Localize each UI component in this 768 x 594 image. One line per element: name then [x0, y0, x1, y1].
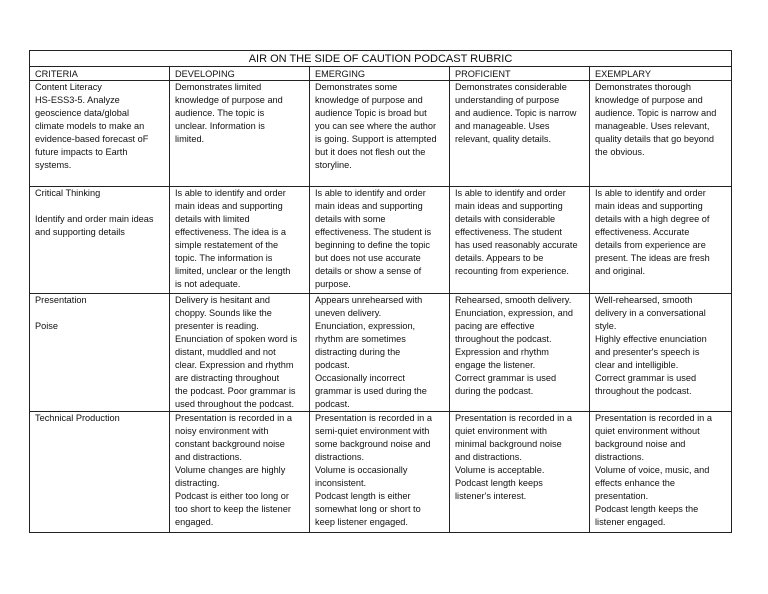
cell-text-line: storyline.: [315, 160, 352, 170]
cell-text-line: and audience. Topic is narrow: [455, 108, 577, 118]
cell-text-line: Expression and rhythm: [455, 347, 549, 357]
cell-text-line: Delivery is hesitant and: [175, 295, 270, 305]
header-exemplary: EXEMPLARY: [590, 67, 732, 81]
cell-text-line: Content Literacy: [35, 82, 102, 92]
cell-text-line: noisy environment with: [175, 426, 269, 436]
cell-text-line: main ideas and supporting: [595, 201, 703, 211]
cell-text-line: effectiveness. The student is: [315, 227, 432, 237]
cell-text-line: and manageable. Uses: [455, 121, 550, 131]
cell-text-line: pacing are effective: [455, 321, 535, 331]
cell-text-line: understanding of purpose: [455, 95, 560, 105]
cell-text-line: the podcast. Poor grammar is: [175, 386, 296, 396]
cell-text-line: and presenter's speech is: [595, 347, 700, 357]
cell-text-line: future impacts to Earth: [35, 147, 128, 157]
cell-text-line: recounting from experience.: [455, 266, 569, 276]
cell-text-line: podcast.: [315, 360, 350, 370]
cell-text-line: delivery in a conversational: [595, 308, 706, 318]
cell-text-line: keep listener engaged.: [315, 517, 408, 527]
cell-text-line: knowledge of purpose and: [595, 95, 703, 105]
cell-text-line: beginning to define the topic: [315, 240, 430, 250]
cell-text-line: but does not use accurate: [315, 253, 421, 263]
cell-text-line: too short to keep the listener: [175, 504, 291, 514]
cell-text-line: Is able to identify and order: [455, 188, 566, 198]
cell-text-line: semi-quiet environment with: [315, 426, 430, 436]
cell-text-line: Appears unrehearsed with: [315, 295, 423, 305]
cell-text-line: effectiveness. The student: [455, 227, 562, 237]
proficient-cell: [450, 81, 590, 187]
cell-text-line: listener engaged.: [595, 517, 666, 527]
criteria-cell: [30, 187, 170, 294]
cell-text-line: uneven delivery.: [315, 308, 382, 318]
cell-text-line: some background noise and: [315, 439, 431, 449]
emerging-cell: [310, 294, 450, 412]
exemplary-cell: [590, 412, 732, 533]
cell-text-line: Volume changes are highly: [175, 465, 286, 475]
exemplary-cell: [590, 187, 732, 294]
exemplary-cell: [590, 81, 732, 187]
cell-text-line: simple restatement of the: [175, 240, 279, 250]
cell-text-line: clear. Expression and rhythm: [175, 360, 294, 370]
cell-text-line: background noise and: [595, 439, 686, 449]
proficient-cell: [450, 187, 590, 294]
cell-text-line: Is able to identify and order: [595, 188, 706, 198]
cell-text-line: Presentation is recorded in a: [175, 413, 292, 423]
cell-text-line: main ideas and supporting: [455, 201, 563, 211]
criteria-cell: [30, 81, 170, 187]
cell-text-line: Poise: [35, 321, 58, 331]
cell-text-line: distracting during the: [315, 347, 401, 357]
table-row: [30, 294, 732, 412]
cell-text-line: choppy. Sounds like the: [175, 308, 272, 318]
cell-text-line: unclear. Information is: [175, 121, 265, 131]
cell-text-line: audience Topic is broad but: [315, 108, 427, 118]
cell-text-line: effects enhance the: [595, 478, 676, 488]
criteria-cell: [30, 294, 170, 412]
cell-text-line: Technical Production: [35, 413, 120, 423]
emerging-cell: [310, 81, 450, 187]
cell-text-line: audience. Topic is narrow and: [595, 108, 717, 118]
criteria-cell: [30, 412, 170, 533]
cell-text-line: Enunciation, expression, and: [455, 308, 573, 318]
cell-text-line: quiet environment without: [595, 426, 700, 436]
cell-text-line: purpose.: [315, 279, 351, 289]
cell-text-line: Presentation: [35, 295, 87, 305]
table-row: [30, 187, 732, 294]
cell-text-line: constant background noise: [175, 439, 285, 449]
cell-text-line: topic. The information is: [175, 253, 273, 263]
cell-text-line: Enunciation, expression,: [315, 321, 416, 331]
cell-text-line: Demonstrates limited: [175, 82, 262, 92]
cell-text-line: distractions.: [595, 452, 645, 462]
cell-text-line: Correct grammar is used: [595, 373, 697, 383]
cell-text-line: present. The ideas are fresh: [595, 253, 710, 263]
cell-text-line: quality details that go beyond: [595, 134, 715, 144]
cell-text-line: Enunciation of spoken word is: [175, 334, 298, 344]
emerging-cell: [310, 187, 450, 294]
cell-text-line: inconsistent.: [315, 478, 367, 488]
cell-text-line: rhythm are sometimes: [315, 334, 406, 344]
header-proficient: PROFICIENT: [450, 67, 590, 81]
cell-text-line: distant, muddled and not: [175, 347, 276, 357]
cell-text-line: throughout the podcast.: [455, 334, 552, 344]
cell-text-line: Rehearsed, smooth delivery.: [455, 295, 572, 305]
cell-text-line: Identify and order main ideas: [35, 214, 154, 224]
developing-cell: [170, 187, 310, 294]
cell-text-line: Podcast length is either: [315, 491, 411, 501]
cell-text-line: distracting.: [175, 478, 220, 488]
cell-text-line: main ideas and supporting: [315, 201, 423, 211]
cell-text-line: Volume of voice, music, and: [595, 465, 710, 475]
cell-text-line: engaged.: [175, 517, 214, 527]
cell-text-line: knowledge of purpose and: [315, 95, 423, 105]
cell-text-line: during the podcast.: [455, 386, 534, 396]
proficient-cell: [450, 412, 590, 533]
cell-spacer: [35, 200, 165, 213]
cell-text-line: HS-ESS3-5. Analyze: [35, 95, 120, 105]
rubric-title: AIR ON THE SIDE OF CAUTION PODCAST RUBRIC: [30, 51, 732, 67]
proficient-cell: [450, 294, 590, 412]
table-row: [30, 81, 732, 187]
developing-cell: [170, 81, 310, 187]
cell-text-line: engage the listener.: [455, 360, 536, 370]
cell-text-line: Presentation is recorded in a: [455, 413, 572, 423]
cell-text-line: quiet environment with: [455, 426, 547, 436]
cell-text-line: and original.: [595, 266, 646, 276]
cell-spacer: [35, 307, 165, 320]
cell-text-line: throughout the podcast.: [595, 386, 692, 396]
cell-text-line: minimal background noise: [455, 439, 562, 449]
cell-text-line: Volume is occasionally: [315, 465, 408, 475]
cell-text-line: listener's interest.: [455, 491, 527, 501]
cell-text-line: Occasionally incorrect: [315, 373, 405, 383]
rubric-table: [29, 50, 732, 533]
cell-text-line: has used reasonably accurate: [455, 240, 578, 250]
cell-text-line: knowledge of purpose and: [175, 95, 283, 105]
cell-text-line: limited, unclear or the length: [175, 266, 291, 276]
cell-text-line: somewhat long or short to: [315, 504, 421, 514]
cell-text-line: Volume is acceptable.: [455, 465, 545, 475]
cell-text-line: Is able to identify and order: [175, 188, 286, 198]
cell-text-line: Podcast length keeps the: [595, 504, 699, 514]
cell-text-line: Critical Thinking: [35, 188, 101, 198]
cell-text-line: Demonstrates thorough: [595, 82, 692, 92]
header-criteria: CRITERIA: [30, 67, 170, 81]
cell-text-line: geoscience data/global: [35, 108, 129, 118]
cell-text-line: details with some: [315, 214, 386, 224]
cell-text-line: and distractions.: [175, 452, 242, 462]
cell-text-line: Highly effective enunciation: [595, 334, 707, 344]
cell-text-line: Podcast is either too long or: [175, 491, 289, 501]
cell-text-line: is going. Support is attempted: [315, 134, 437, 144]
header-emerging: EMERGING: [310, 67, 450, 81]
cell-text-line: Podcast length keeps: [455, 478, 543, 488]
cell-text-line: Correct grammar is used: [455, 373, 557, 383]
exemplary-cell: [590, 294, 732, 412]
cell-text-line: podcast.: [315, 399, 350, 409]
cell-text-line: Well-rehearsed, smooth: [595, 295, 693, 305]
cell-text-line: Demonstrates some: [315, 82, 398, 92]
cell-text-line: effectiveness. The idea is a: [175, 227, 286, 237]
cell-text-line: Is able to identify and order: [315, 188, 426, 198]
cell-text-line: clear and intelligible.: [595, 360, 679, 370]
cell-text-line: audience. The topic is: [175, 108, 265, 118]
cell-text-line: effectiveness. Accurate: [595, 227, 690, 237]
cell-text-line: details from experience are: [595, 240, 706, 250]
cell-text-line: limited.: [175, 134, 205, 144]
cell-text-line: is not adequate.: [175, 279, 241, 289]
header-developing: DEVELOPING: [170, 67, 310, 81]
cell-text-line: used throughout the podcast.: [175, 399, 295, 409]
table-row: [30, 412, 732, 533]
cell-text-line: presentation.: [595, 491, 649, 501]
cell-text-line: Demonstrates considerable: [455, 82, 567, 92]
cell-text-line: relevant, quality details.: [455, 134, 552, 144]
cell-text-line: details with a high degree of: [595, 214, 710, 224]
cell-text-line: Presentation is recorded in a: [595, 413, 712, 423]
emerging-cell: [310, 412, 450, 533]
cell-text-line: the obvious.: [595, 147, 645, 157]
cell-text-line: you can see where the author: [315, 121, 437, 131]
cell-text-line: details with considerable: [455, 214, 556, 224]
cell-text-line: details or show a sense of: [315, 266, 422, 276]
cell-text-line: distractions.: [315, 452, 365, 462]
cell-text-line: but it does not flesh out the: [315, 147, 426, 157]
cell-text-line: main ideas and supporting: [175, 201, 283, 211]
cell-text-line: manageable. Uses relevant,: [595, 121, 710, 131]
cell-text-line: style.: [595, 321, 617, 331]
cell-text-line: details with limited: [175, 214, 250, 224]
cell-text-line: climate models to make an: [35, 121, 145, 131]
cell-text-line: grammar is used during the: [315, 386, 427, 396]
cell-text-line: evidence-based forecast oF: [35, 134, 149, 144]
cell-text-line: systems.: [35, 160, 72, 170]
cell-text-line: are distracting throughout: [175, 373, 280, 383]
developing-cell: [170, 294, 310, 412]
cell-text-line: Presentation is recorded in a: [315, 413, 432, 423]
cell-text-line: presenter is reading.: [175, 321, 259, 331]
cell-text-line: and distractions.: [455, 452, 522, 462]
developing-cell: [170, 412, 310, 533]
cell-text-line: and supporting details: [35, 227, 125, 237]
cell-text-line: details. Appears to be: [455, 253, 544, 263]
